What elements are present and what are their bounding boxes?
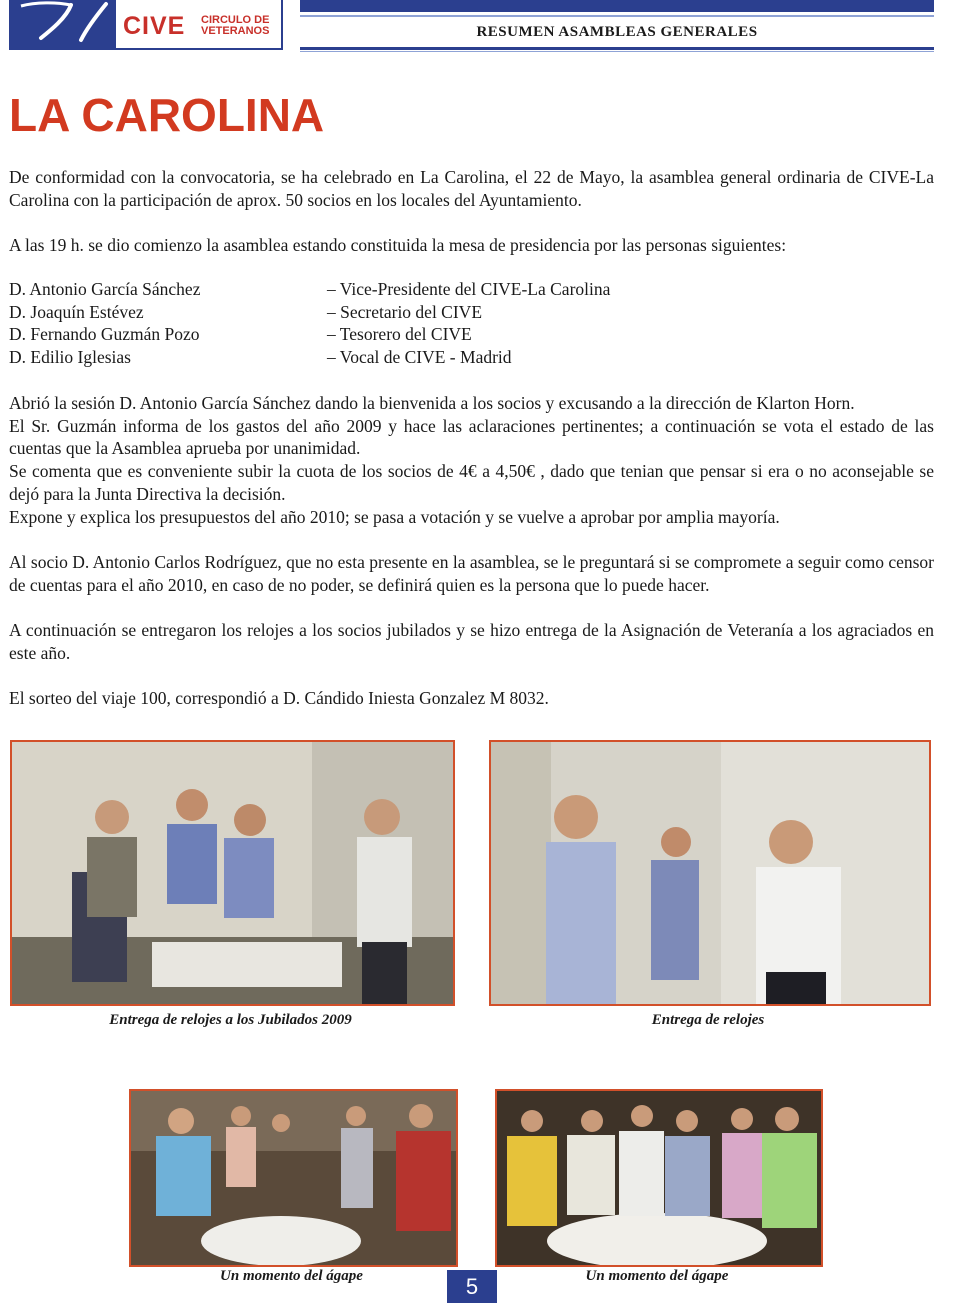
member-name: D. Fernando Guzmán Pozo: [9, 324, 200, 345]
paragraph-intro: De conformidad con la convocatoria, se ha celebrado en La Carolina, el 22 de Mayo, la asamblea general ordinaria de CIVE-La Carolina con la participación de aprox. 50 socios en los locales del Ayuntamiento.: [9, 167, 934, 210]
photo-caption: Entrega de relojes: [651, 1012, 765, 1028]
photo-caption: Un momento del ágape: [220, 1268, 363, 1284]
paragraph-raffle: El sorteo del viaje 100, correspondió a D. Cándido Iniesta Gonzalez M 8032.: [9, 688, 549, 708]
member-role: – Vice-Presidente del CIVE-La Carolina: [327, 279, 611, 299]
member-name: D. Joaquín Estévez: [9, 301, 144, 322]
presidency-members-list: [9, 278, 934, 369]
cive-logo: [9, 0, 283, 50]
member-row: [9, 301, 934, 324]
logo-text: CIVE: [123, 12, 186, 40]
page-number: 5: [447, 1270, 497, 1303]
member-row: [9, 346, 934, 369]
member-row: [9, 278, 934, 301]
header-underline-thin: [300, 51, 934, 52]
paragraph-watches: A continuación se entregaron los relojes a los socios jubilados y se hizo entrega de la Asignación de Veteranía a los agraciados en este año.: [9, 620, 934, 663]
photo-reception-1: [129, 1089, 458, 1267]
header-bar: [300, 0, 934, 12]
paragraph-session: Abrió la sesión D. Antonio García Sánchez dando la bienvenida a los socios y excusando a la dirección de Klarton Horn. El Sr. Guzmán informa de los gastos del año 2009 y hace las aclaraciones pertinentes; a continuación se vota el estado de las cuentas que la Asamblea aprueba por unanimidad. Se comenta que es conveniente subir la cuota de los socios de 4€ a 4,50€ , dado que tenian que pensar si era o no aconsejable se dejó para la Junta Directiva la decisión. Expone y explica los presupuestos del año 2010; se pasa a votación y se vuelve a aprobar por amplia mayoría.: [9, 393, 934, 527]
member-role: – Secretario del CIVE: [327, 301, 483, 322]
header-underline: [300, 47, 934, 50]
photo-watch-handover-2: [489, 740, 931, 1006]
member-role: – Tesorero del CIVE: [327, 324, 472, 345]
section-title: RESUMEN ASAMBLEAS GENERALES: [476, 24, 758, 40]
photo-caption: Entrega de relojes a los Jubilados 2009: [109, 1012, 352, 1028]
header-divider: [300, 15, 934, 17]
photo-caption: Un momento del ágape: [585, 1268, 729, 1284]
member-name: D. Edilio Iglesias: [9, 347, 131, 368]
photo-reception-2: [495, 1089, 823, 1267]
logo-emblem: [11, 0, 116, 48]
article-title: LA CAROLINA: [9, 89, 325, 141]
logo-subtitle: CIRCULO DE VETERANOS: [201, 14, 270, 37]
paragraph-censor: Al socio D. Antonio Carlos Rodríguez, que no esta presente en la asamblea, se le preguntará si se compromete a seguir como censor de cuentas para el año 2010, en caso de no poder, se definirá quien es la persona que lo puede hacer.: [9, 552, 934, 595]
member-name: D. Antonio García Sánchez: [9, 279, 201, 299]
paragraph-opening: A las 19 h. se dio comienzo la asamblea estando constituida la mesa de presidencia por las personas siguientes:: [9, 235, 787, 255]
member-role: – Vocal de CIVE - Madrid: [327, 347, 512, 368]
member-row: [9, 323, 934, 346]
photo-watch-handover-1: [10, 740, 455, 1006]
